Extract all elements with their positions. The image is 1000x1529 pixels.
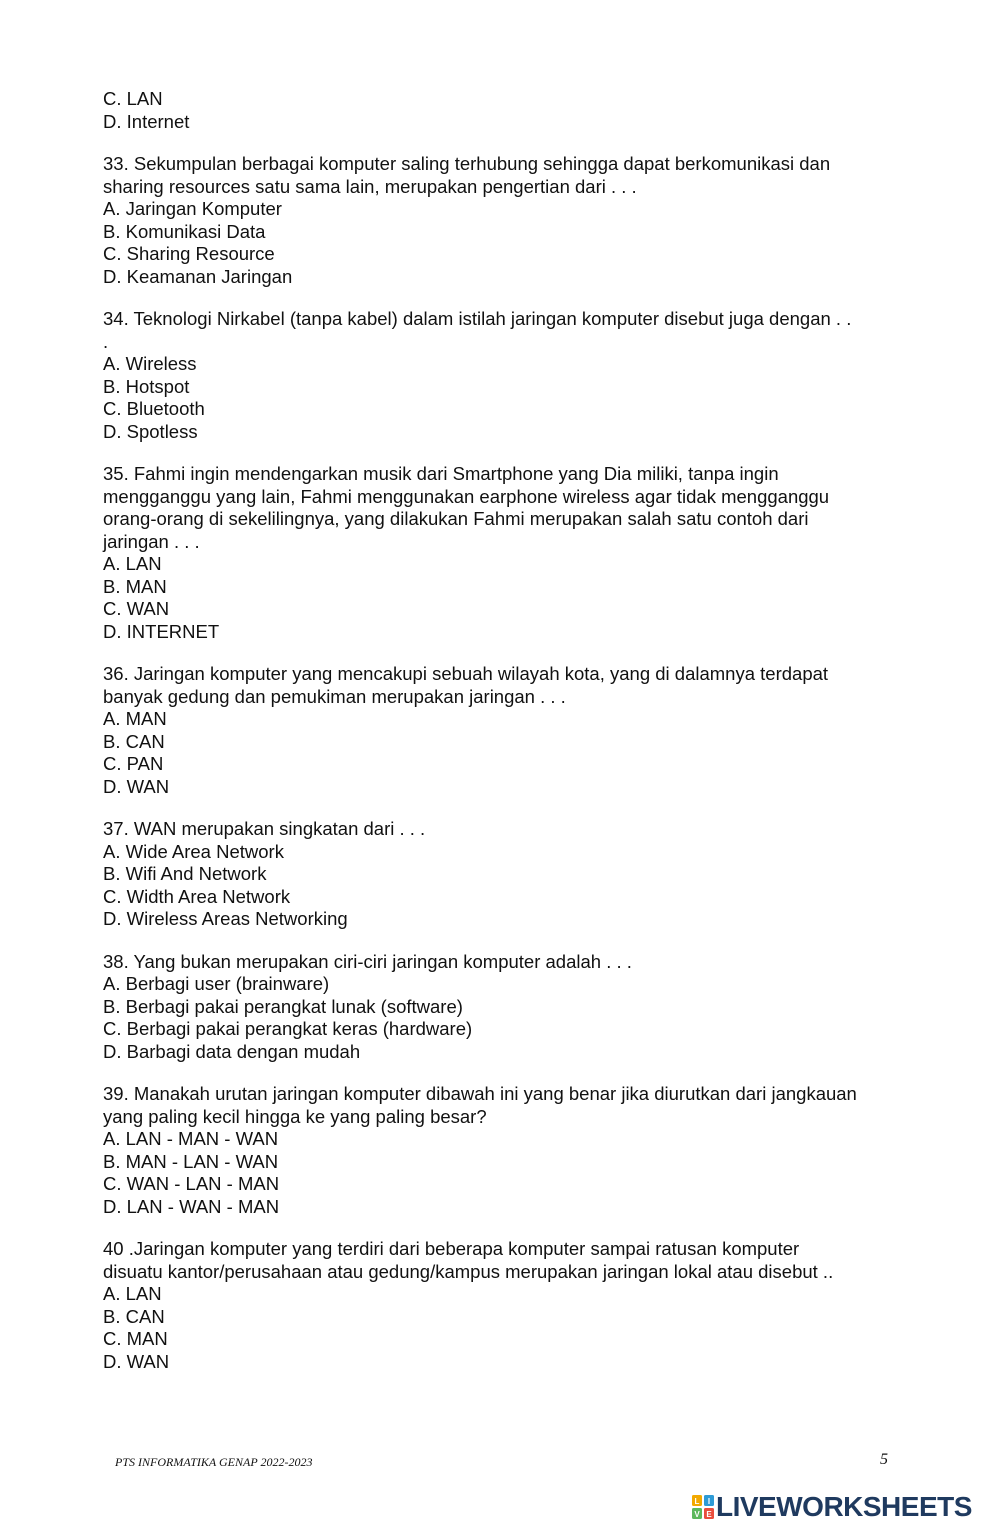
page-number: 5: [880, 1451, 888, 1468]
question-34: [103, 308, 913, 443]
option-line: C. WAN: [103, 598, 170, 619]
option-line: D. WAN: [103, 775, 170, 797]
option-line: A. Jaringan Komputer: [103, 198, 282, 219]
option-line: B. Wifi And Network: [103, 863, 267, 884]
question-text: sharing resources satu sama lain, merupakan pengertian dari . . .: [103, 175, 637, 197]
option-line: B. CAN: [103, 730, 165, 752]
question-text: orang-orang di sekelilingnya, yang dilakukan Fahmi merupakan salah satu contoh dari: [103, 508, 809, 529]
liveworksheets-logo-icon: [692, 1495, 714, 1519]
option-line: B. CAN: [103, 1305, 165, 1327]
question-37: [103, 818, 913, 931]
question-38: [103, 951, 913, 1064]
question-35: [103, 463, 913, 643]
question-text: .: [103, 330, 109, 352]
logo-letter-e: E: [706, 1510, 712, 1519]
option-line: C. Bluetooth: [103, 398, 205, 419]
option-line: D. Keamanan Jaringan: [103, 265, 293, 287]
liveworksheets-logo-text: LIVEWORKSHEETS: [716, 1491, 972, 1522]
option-line: A. Wireless: [103, 353, 197, 374]
option-line: A. LAN: [103, 1283, 162, 1304]
option-line: C. MAN: [103, 1328, 168, 1349]
option-line: A. Wide Area Network: [103, 840, 284, 862]
question-text: mengganggu yang lain, Fahmi menggunakan earphone wireless agar tidak mengganggu: [103, 485, 830, 507]
option-line: B. Hotspot: [103, 375, 190, 397]
question-text: 33. Sekumpulan berbagai komputer saling terhubung sehingga dapat berkomunikasi dan: [103, 153, 831, 174]
footer-title: PTS INFORMATIKA GENAP 2022-2023: [115, 1455, 313, 1469]
question-text: yang paling kecil hingga ke yang paling besar?: [103, 1105, 487, 1127]
option-line: D. WAN: [103, 1350, 170, 1372]
option-line: B. Komunikasi Data: [103, 220, 266, 242]
question-39: [103, 1083, 913, 1218]
option-line: D. Internet: [103, 110, 190, 132]
liveworksheets-logo: [692, 1490, 972, 1524]
logo-letter-i: I: [707, 1497, 711, 1506]
option-line: D. Spotless: [103, 420, 198, 442]
option-line: D. Wireless Areas Networking: [103, 908, 348, 929]
option-line: C. Sharing Resource: [103, 243, 275, 264]
question-text: 37. WAN merupakan singkatan dari . . .: [103, 818, 426, 839]
question-text: banyak gedung dan pemukiman merupakan jaringan . . .: [103, 685, 566, 707]
option-line: C. Berbagi pakai perangkat keras (hardware): [103, 1018, 473, 1039]
question-text: 35. Fahmi ingin mendengarkan musik dari Smartphone yang Dia miliki, tanpa ingin: [103, 463, 779, 484]
document-body: [103, 88, 913, 1373]
option-line: A. LAN - MAN - WAN: [103, 1128, 279, 1149]
option-line: D. Barbagi data dengan mudah: [103, 1040, 361, 1062]
option-line: B. MAN: [103, 575, 167, 597]
question-text: 34. Teknologi Nirkabel (tanpa kabel) dalam istilah jaringan komputer disebut juga dengan . .: [103, 308, 852, 329]
question-text: 36. Jaringan komputer yang mencakupi sebuah wilayah kota, yang di dalamnya terdapat: [103, 663, 829, 684]
question-text: jaringan . . .: [103, 530, 200, 552]
option-line: A. LAN: [103, 553, 162, 574]
question-text: 39. Manakah urutan jaringan komputer dibawah ini yang benar jika diurutkan dari jangkauan: [103, 1083, 857, 1104]
question-40: [103, 1238, 913, 1373]
question-33: [103, 153, 913, 288]
question-text: 38. Yang bukan merupakan ciri-ciri jaringan komputer adalah . . .: [103, 950, 632, 972]
option-line: D. INTERNET: [103, 620, 220, 642]
question-text: disuatu kantor/perusahaan atau gedung/kampus merupakan jaringan lokal atau disebut ..: [103, 1260, 834, 1282]
logo-letter-l: L: [694, 1497, 700, 1506]
option-line: C. LAN: [103, 88, 163, 109]
option-line: B. Berbagi pakai perangkat lunak (software): [103, 995, 463, 1017]
option-line: A. MAN: [103, 708, 167, 729]
option-line: B. MAN - LAN - WAN: [103, 1150, 279, 1172]
question-36: [103, 663, 913, 798]
question-text: 40 .Jaringan komputer yang terdiri dari beberapa komputer sampai ratusan komputer: [103, 1238, 800, 1259]
option-line: D. LAN - WAN - MAN: [103, 1195, 280, 1217]
option-line: C. WAN - LAN - MAN: [103, 1173, 280, 1194]
option-line: C. Width Area Network: [103, 885, 291, 907]
option-line: C. PAN: [103, 753, 164, 774]
option-line: A. Berbagi user (brainware): [103, 973, 330, 994]
logo-letter-v: V: [694, 1510, 700, 1519]
